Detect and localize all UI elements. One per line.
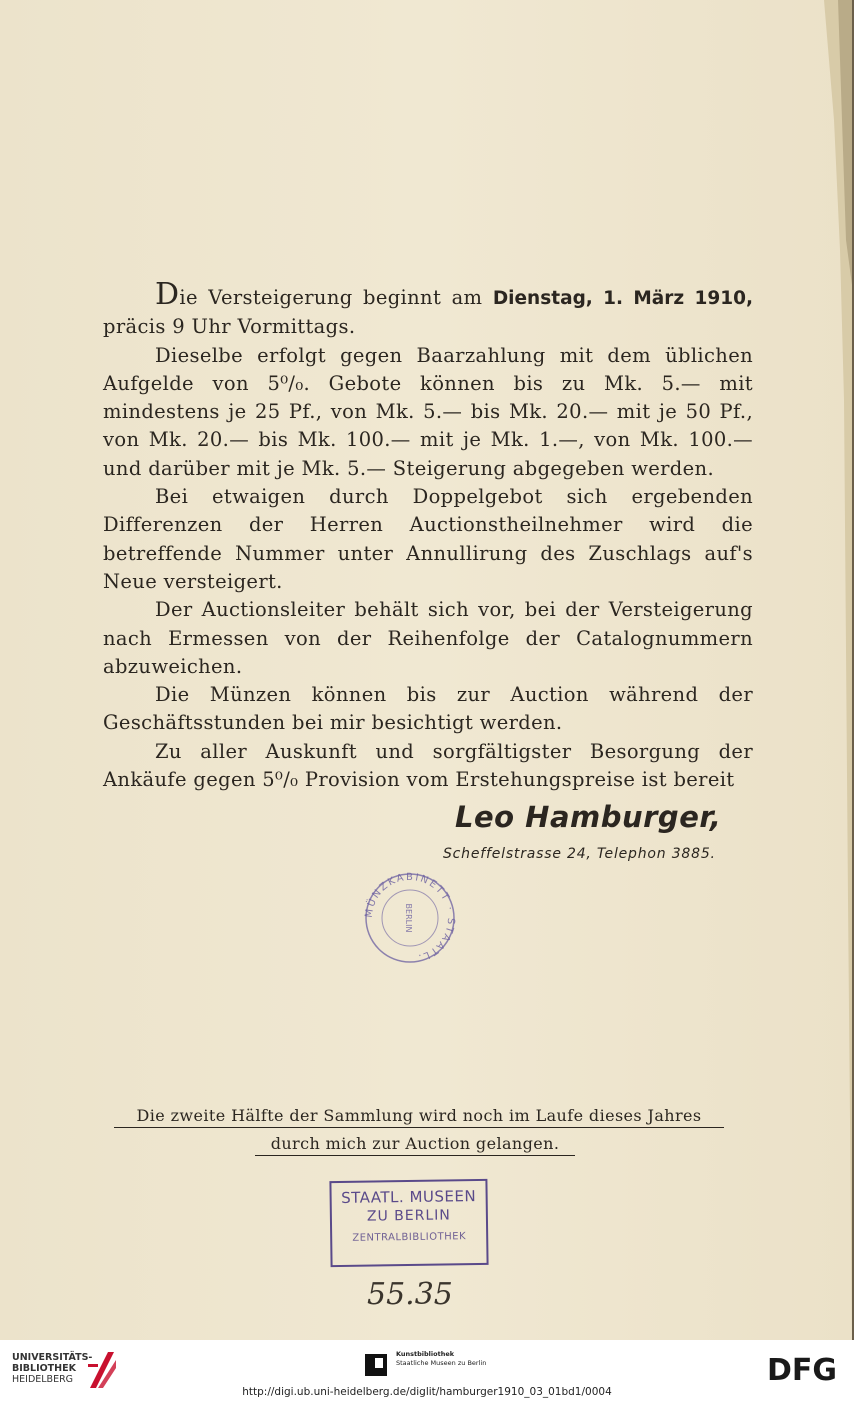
round-stamp-center: BERLIN <box>404 903 413 933</box>
ub-line-1: UNIVERSITÄTS- <box>12 1352 93 1363</box>
museen-berlin-stamp <box>329 1179 488 1267</box>
kb-subtitle: Staatliche Museen zu Berlin <box>396 1359 487 1367</box>
signature-address: Scheffelstrasse 24, Telephon 3885. <box>443 846 716 862</box>
paragraph-4: Der Auctionsleiter behält sich vor, bei der Versteigerung nach Ermessen von der Reihenfolge der Catalognummern abzuweichen. <box>103 598 753 678</box>
page-edge-shadow <box>744 0 854 1340</box>
auction-terms-text <box>103 277 753 794</box>
kunstbibliothek-logo-icon[interactable] <box>365 1354 387 1376</box>
dfg-label: DFG <box>766 1353 838 1384</box>
rect-stamp-line-2: ZU BERLIN <box>366 1207 451 1225</box>
paragraph-3: Bei etwaigen durch Doppelgebot sich ergebenden Differenzen der Herren Auctionstheilnehmer wird die betreffende Nummer unter Annullirung des Zuschlags auf's Neue versteigert. <box>103 485 753 593</box>
paragraph-2: Dieselbe erfolgt gegen Baarzahlung mit dem üblichen Aufgelde von 5⁰/₀. Gebote können bis zu Mk. 5.— mit mindestens je 25 Pf., von Mk. 5.— bis Mk. 20.— mit je 50 Pf., von Mk. 20.— bis Mk. 100.— mit je Mk. 1.—, von Mk. 100.— und darüber mit je Mk. 5.— Steigerung abgegeben werden. <box>103 343 753 480</box>
kunstbibliothek-logo-text[interactable] <box>396 1350 486 1368</box>
signature-name: Leo Hamburger, <box>455 800 722 834</box>
handwritten-shelfmark <box>365 1272 465 1312</box>
ub-heidelberg-logo-text[interactable] <box>12 1352 92 1385</box>
drop-cap: D <box>155 277 180 312</box>
notice-line-2: durch mich zur Auction gelangen. <box>255 1134 575 1156</box>
round-stamp-text: MÜNZKABINETT · STAATL. <box>363 871 457 964</box>
paragraph-5: Die Münzen können bis zur Auction während der Geschäftsstunden bei mir besichtigt werden. <box>103 683 753 735</box>
shelfmark-text: 55.35 <box>367 1277 453 1312</box>
page-url[interactable]: http://digi.ub.uni-heidelberg.de/diglit/hamburger1910_03_01bd1/0004 <box>242 1386 612 1398</box>
paragraph-1 <box>103 277 753 342</box>
rect-stamp-line-1: STAATL. MUSEEN <box>341 1187 477 1207</box>
rect-stamp-line-3: ZENTRALBIBLIOTHEK <box>352 1231 467 1244</box>
paragraph-1-text-b: präcis 9 Uhr Vormittags. <box>103 315 356 339</box>
notice-line-1: Die zweite Hälfte der Sammlung wird noch im Laufe dieses Jahres <box>114 1106 724 1128</box>
paragraph-6: Zu aller Auskunft und sorgfältigster Besorgung der Ankäufe gegen 5⁰/₀ Provision vom Erstehungspreise ist bereit <box>103 739 753 792</box>
auction-date: Dienstag, 1. März 1910, <box>492 288 753 309</box>
ub-line-2: BIBLIOTHEK <box>12 1363 76 1374</box>
dfg-logo[interactable] <box>760 1352 844 1384</box>
ub-line-3: HEIDELBERG <box>12 1374 74 1385</box>
muenzkabinett-stamp <box>362 870 458 966</box>
viewer-footer <box>0 1340 854 1401</box>
kb-title: Kunstbibliothek <box>396 1350 455 1358</box>
paragraph-1-text-a: ie Versteigerung beginnt am <box>179 286 493 309</box>
